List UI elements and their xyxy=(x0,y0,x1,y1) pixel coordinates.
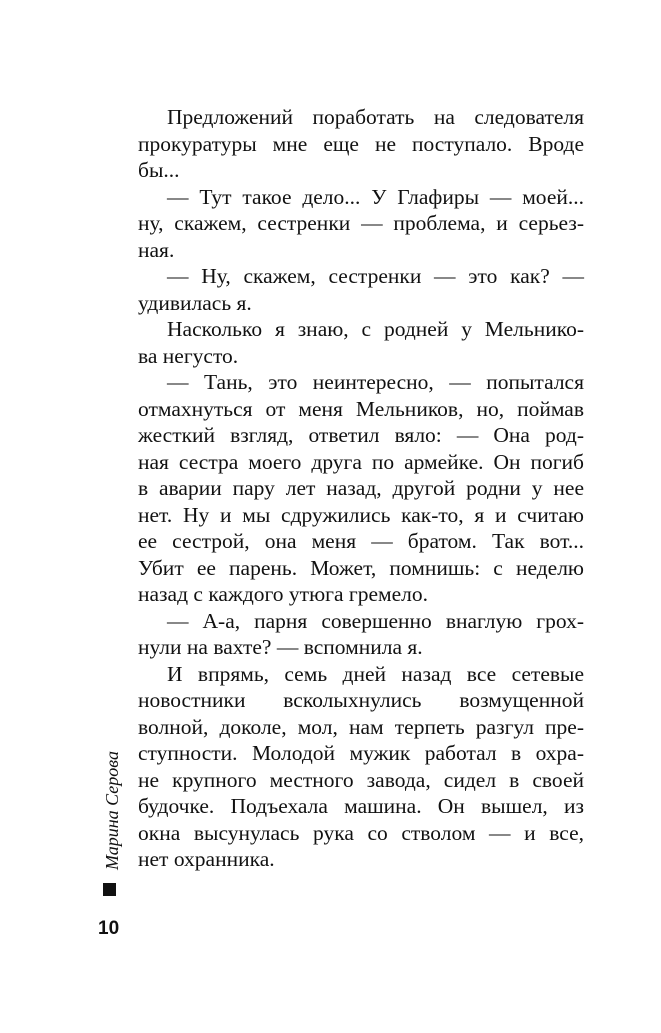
text-line: ная. xyxy=(138,237,175,262)
text-line: отмахнуться от меня Мельников, но, поймав xyxy=(138,396,584,421)
paragraph-2 xyxy=(138,184,584,264)
text-line: — Тань, это неинтересно, — попытался xyxy=(167,370,584,394)
body-text xyxy=(138,104,584,873)
text-line: новостники всколыхнулись возмущенной xyxy=(138,688,584,712)
text-line: нет. Ну и мы сдружились как-то, я и считаю xyxy=(138,502,584,527)
text-line: волной, доколе, мол, нам терпеть разгул пре- xyxy=(138,714,584,739)
text-line: — Тут такое дело... У Глафиры — моей... xyxy=(167,184,584,209)
page-marker-square-icon xyxy=(103,883,116,896)
text-line: бы... xyxy=(138,158,180,182)
text-line: ная сестра моего друга по армейке. Он погиб xyxy=(138,449,584,474)
text-line: окна высунулась рука со стволом — и все, xyxy=(138,820,584,845)
paragraph-5 xyxy=(138,369,584,608)
text-line: Насколько я знаю, с родней у Мельнико- xyxy=(167,317,584,341)
text-line: удивилась я. xyxy=(138,290,252,315)
text-line: назад с каждого утюга гремело. xyxy=(138,582,428,606)
text-line: И впрямь, семь дней назад все сетевые xyxy=(167,661,584,686)
paragraph-7 xyxy=(138,661,584,873)
text-line: нули на вахте? — вспомнила я. xyxy=(138,635,423,659)
text-line: — Ну, скажем, сестренки — это как? — xyxy=(167,264,584,288)
page-number: 10 xyxy=(98,918,120,939)
running-head-author: Марина Серова xyxy=(102,751,122,870)
paragraph-4 xyxy=(138,316,584,369)
text-line: ну, скажем, сестренки — проблема, и серьез- xyxy=(138,211,584,235)
paragraph-3 xyxy=(138,263,584,316)
text-line: ва негусто. xyxy=(138,343,239,368)
text-line: будочке. Подъехала машина. Он вышел, из xyxy=(138,794,584,818)
text-line: Убит ее парень. Может, помнишь: с неделю xyxy=(138,555,584,580)
text-line: не крупного местного завода, сидел в своей xyxy=(138,767,584,792)
text-line: ступности. Молодой мужик работал в охра- xyxy=(138,741,584,765)
text-line: нет охранника. xyxy=(138,847,275,871)
paragraph-6 xyxy=(138,608,584,661)
paragraph-1 xyxy=(138,104,584,184)
text-line: жесткий взгляд, ответил вяло: — Она род- xyxy=(138,423,584,447)
running-head xyxy=(100,745,130,870)
text-line: Предложений поработать на следователя xyxy=(167,105,584,129)
text-line: — А-а, парня совершенно внаглую грох- xyxy=(167,608,584,633)
text-line: ее сестрой, она меня — братом. Так вот... xyxy=(138,529,584,553)
text-line: в аварии пару лет назад, другой родни у нее xyxy=(138,476,584,500)
text-line: прокуратуры мне еще не поступало. Вроде xyxy=(138,131,584,156)
